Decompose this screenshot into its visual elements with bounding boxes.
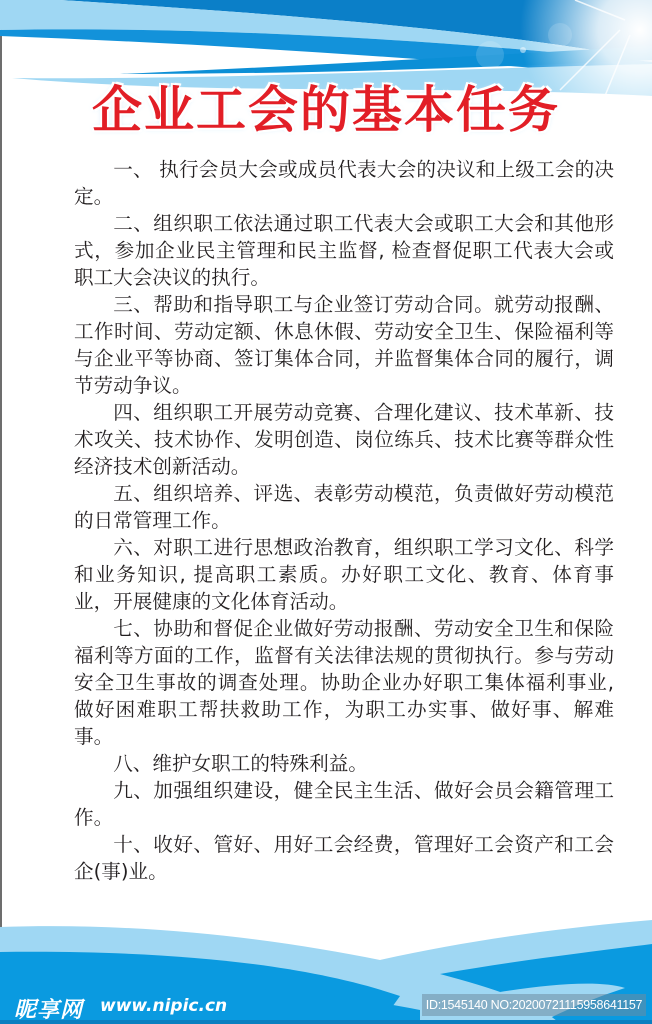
task-item-7: 七、协助和督促企业做好劳动报酬、劳动安全卫生和保险福利等方面的工作，监督有关法律法规的贯彻执行。参与劳动安全卫生事故的调查处理。协助企业办好职工集体福利事业, 做好困难职工帮扶救助工作，为职工办实事、做好事、解难事。 — [74, 617, 614, 748]
task-item-2: 二、组织职工依法通过职工代表大会或职工大会和其他形式，参加企业民主管理和民主监督, 检查督促职工代表大会或职工大会决议的执行。 — [74, 212, 614, 289]
watermark-url: www.nipic.cn — [100, 996, 228, 1016]
task-item-1: 一、 执行会员大会或成员代表大会的决议和上级工会的决定。 — [74, 158, 614, 208]
task-list — [74, 156, 614, 885]
image-id-badge: ID:1545140 NO:20200721115958641157 — [422, 994, 646, 1016]
watermark-logo: 昵享网 — [14, 998, 84, 1023]
task-item-6: 六、对职工进行思想政治教育，组织职工学习文化、科学和业务知识, 提高职工素质。办好职工文化、教育、体育事业，开展健康的文化体育活动。 — [74, 536, 614, 613]
task-item-9: 九、加强组织建设，健全民主生活、做好会员会籍管理工作。 — [74, 779, 614, 829]
task-item-5: 五、组织培养、评选、表彰劳动模范，负责做好劳动模范的日常管理工作。 — [74, 482, 614, 532]
task-item-10: 十、收好、管好、用好工会经费，管理好工会资产和工会企(事)业。 — [74, 833, 614, 883]
task-item-4: 四、组织职工开展劳动竞赛、合理化建议、技术革新、技术攻关、技术协作、发明创造、岗位练兵、技术比赛等群众性经济技术创新活动。 — [74, 401, 614, 478]
poster-title: 企业工会的基本任务 — [92, 81, 560, 139]
task-item-3: 三、帮助和指导职工与企业签订劳动合同。就劳动报酬、工作时间、劳动定额、休息休假、劳动安全卫生、保险福利等与企业平等协商、签订集体合同，并监督集体合同的履行，调节劳动争议。 — [74, 293, 614, 397]
task-item-8: 八、维护女职工的特殊利益。 — [113, 752, 368, 775]
